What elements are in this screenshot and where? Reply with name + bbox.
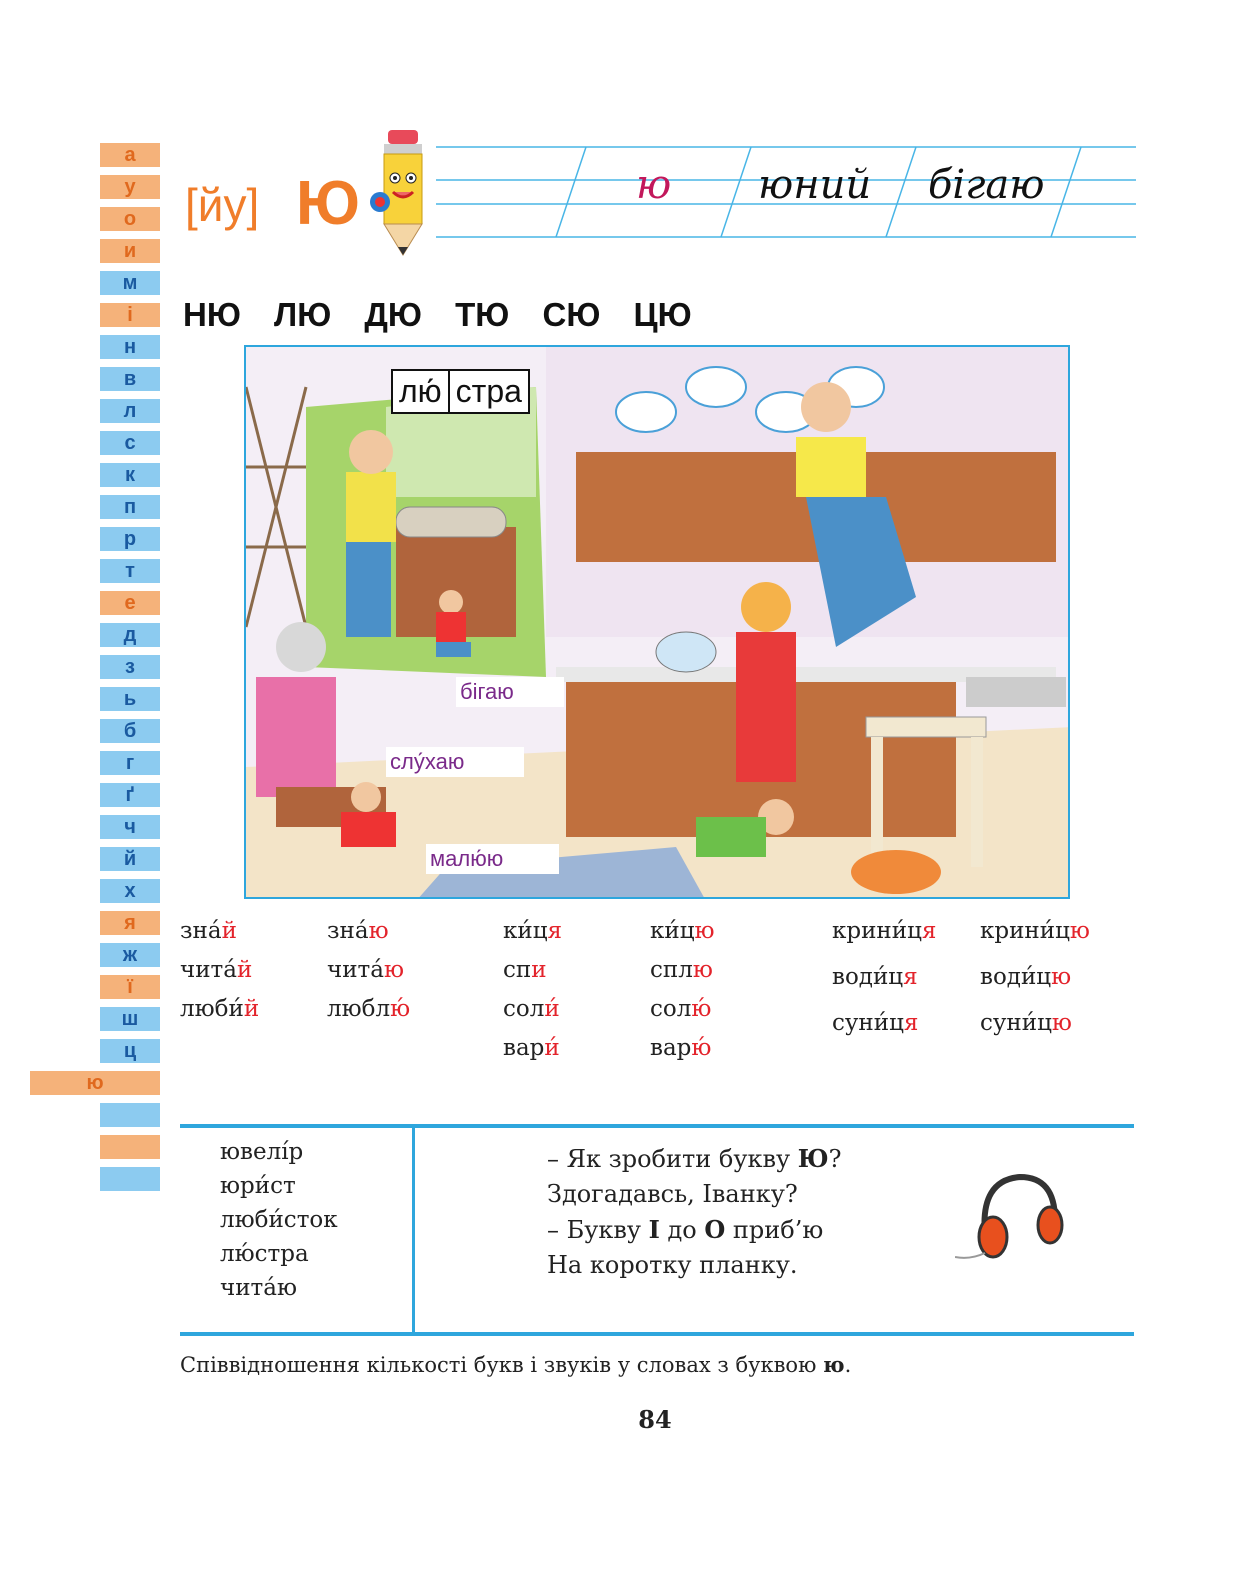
alphabet-letter: д [100, 623, 160, 647]
word-item: чита́й [180, 957, 253, 983]
kitchen-illustration [244, 345, 1070, 899]
word-item: спи [503, 957, 547, 983]
alphabet-letter: ш [100, 1007, 160, 1031]
syllable: ЦЮ [633, 296, 692, 333]
alphabet-letter: ц [100, 1039, 160, 1063]
alphabet-letter: п [100, 495, 160, 519]
alphabet-letter: г [100, 751, 160, 775]
list-item: чита́ю [220, 1275, 297, 1301]
alphabet-letter: у [100, 175, 160, 199]
word-item: суни́цю [980, 1010, 1072, 1036]
kitchen-scene-image [246, 347, 1070, 899]
word-item: води́ця [832, 964, 918, 990]
alphabet-letter: ч [100, 815, 160, 839]
list-item: лю́стра [220, 1241, 309, 1267]
word-item: зна́ю [327, 918, 389, 944]
alphabet-letter: я [100, 911, 160, 935]
alphabet-letter: й [100, 847, 160, 871]
word-card-part: стра [448, 371, 528, 412]
syllable: ЛЮ [274, 296, 332, 333]
word-item: люблю́ [327, 996, 411, 1022]
word-list [220, 1135, 338, 1305]
alphabet-letter: з [100, 655, 160, 679]
alphabet-letter: т [100, 559, 160, 583]
alphabet-letter [100, 1103, 160, 1127]
syllables-row [183, 296, 716, 334]
word-item: варю́ [650, 1035, 712, 1061]
word-item: солю́ [650, 996, 712, 1022]
word-item: соли́ [503, 996, 560, 1022]
alphabet-letter: н [100, 335, 160, 359]
poem-line: На коротку планку. [547, 1251, 798, 1279]
syllable: ДЮ [364, 296, 422, 333]
alphabet-letter [100, 1167, 160, 1191]
divider-bottom [180, 1332, 1134, 1336]
poem-line: Здогадавсь, Іванку? [547, 1180, 798, 1208]
word-item: суни́ця [832, 1010, 919, 1036]
alphabet-letter: ь [100, 687, 160, 711]
word-card-part: лю́ [399, 373, 442, 409]
headphones-icon [955, 1165, 1065, 1265]
word-item: зна́й [180, 918, 237, 944]
label-bigaiu: бігаю [456, 677, 564, 707]
alphabet-letter: к [100, 463, 160, 487]
word-item: чита́ю [327, 957, 405, 983]
cursive-word-1: юний [758, 162, 872, 208]
word-item: люби́й [180, 996, 260, 1022]
alphabet-letter: с [100, 431, 160, 455]
list-item: люби́сток [220, 1207, 338, 1233]
alphabet-letter: о [100, 207, 160, 231]
alphabet-letter [100, 1135, 160, 1159]
word-item: сплю [650, 957, 713, 983]
divider-vertical [412, 1128, 415, 1334]
alphabet-letter: е [100, 591, 160, 615]
label-maliuiu: малю́ю [426, 844, 559, 874]
word-item: ки́ця [503, 918, 563, 944]
page-number: 84 [638, 1405, 672, 1434]
alphabet-letter: ґ [100, 783, 160, 807]
caption: Співвідношення кількості букв і звуків у словах з буквою ю. [180, 1352, 852, 1377]
alphabet-letter: ї [100, 975, 160, 999]
sound-notation: [йу] [185, 179, 260, 231]
alphabet-letter: р [100, 527, 160, 551]
big-letter: Ю [296, 169, 360, 238]
list-item: ювелі́р [220, 1139, 304, 1165]
alphabet-letter: ю [30, 1071, 160, 1095]
list-item: юри́ст [220, 1173, 296, 1199]
word-card-lustra [391, 369, 530, 414]
syllable: СЮ [542, 296, 601, 333]
cursive-letter: ю [636, 162, 672, 208]
alphabet-letter: х [100, 879, 160, 903]
syllable: НЮ [183, 296, 241, 333]
alphabet-letter: б [100, 719, 160, 743]
word-item: ки́цю [650, 918, 715, 944]
poem-line: – Як зробити букву Ю? [547, 1144, 842, 1173]
alphabet-letter: л [100, 399, 160, 423]
alphabet-letter: а [100, 143, 160, 167]
alphabet-letter: і [100, 303, 160, 327]
divider-top [180, 1124, 1134, 1128]
alphabet-letter: и [100, 239, 160, 263]
syllable: ТЮ [455, 296, 510, 333]
cursive-word-2: бігаю [928, 162, 1045, 208]
word-item: води́цю [980, 964, 1072, 990]
poem [547, 1141, 842, 1283]
label-slukhaiu: слу́хаю [386, 747, 524, 777]
word-item: крини́ця [832, 918, 937, 944]
alphabet-letter: ж [100, 943, 160, 967]
pencil-mascot-icon [366, 120, 436, 260]
alphabet-letter: м [100, 271, 160, 295]
alphabet-letter: в [100, 367, 160, 391]
word-item: вари́ [503, 1035, 560, 1061]
poem-line: – Букву І до О приб’ю [547, 1215, 824, 1244]
word-item: крини́цю [980, 918, 1090, 944]
